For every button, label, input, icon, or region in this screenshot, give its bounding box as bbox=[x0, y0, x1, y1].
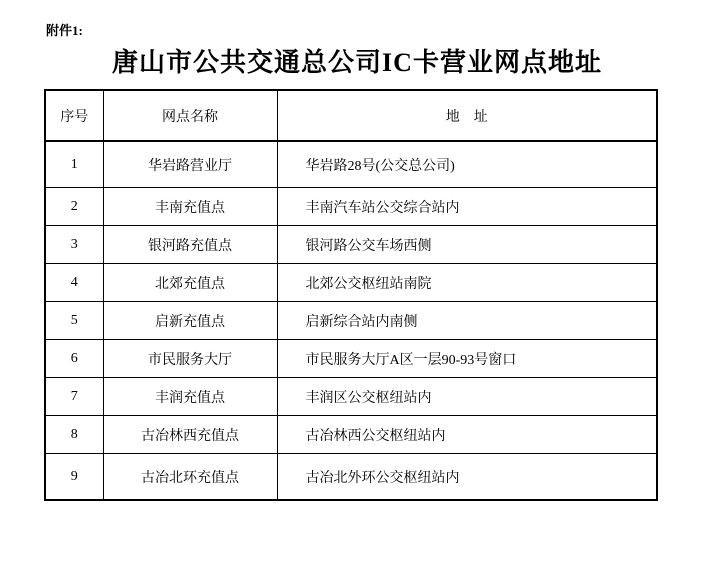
row-index-cell: 5 bbox=[45, 302, 103, 340]
outlet-address-cell: 市民服务大厅A区一层90-93号窗口 bbox=[277, 340, 657, 378]
outlet-name-cell: 古冶林西充值点 bbox=[103, 416, 277, 454]
outlet-name-cell: 北郊充值点 bbox=[103, 264, 277, 302]
column-header-index: 序号 bbox=[45, 90, 103, 141]
row-index-cell: 7 bbox=[45, 378, 103, 416]
row-index-cell: 1 bbox=[45, 141, 103, 188]
outlet-address-cell: 银河路公交车场西侧 bbox=[277, 226, 657, 264]
outlet-name-cell: 丰南充值点 bbox=[103, 188, 277, 226]
outlet-name-cell: 银河路充值点 bbox=[103, 226, 277, 264]
table-row bbox=[45, 264, 657, 302]
attachment-label: 附件1: bbox=[46, 23, 83, 38]
row-index-cell: 9 bbox=[45, 454, 103, 501]
column-header-name: 网点名称 bbox=[103, 90, 277, 141]
outlet-name-cell: 丰润充值点 bbox=[103, 378, 277, 416]
row-index-cell: 8 bbox=[45, 416, 103, 454]
table-row bbox=[45, 302, 657, 340]
table-row bbox=[45, 141, 657, 188]
table-row bbox=[45, 454, 657, 501]
table-header-row bbox=[45, 90, 657, 141]
outlet-name-cell: 启新充值点 bbox=[103, 302, 277, 340]
outlet-address-cell: 古冶林西公交枢纽站内 bbox=[277, 416, 657, 454]
table-row bbox=[45, 416, 657, 454]
outlet-address-cell: 北郊公交枢纽站南院 bbox=[277, 264, 657, 302]
page-title: 唐山市公共交通总公司IC卡营业网点地址 bbox=[112, 48, 602, 77]
table-row bbox=[45, 378, 657, 416]
row-index-cell: 3 bbox=[45, 226, 103, 264]
outlet-address-cell: 古冶北外环公交枢纽站内 bbox=[277, 454, 657, 501]
outlet-name-cell: 市民服务大厅 bbox=[103, 340, 277, 378]
outlet-address-cell: 丰润区公交枢纽站内 bbox=[277, 378, 657, 416]
outlet-name-cell: 华岩路营业厅 bbox=[103, 141, 277, 188]
outlet-address-cell: 华岩路28号(公交总公司) bbox=[277, 141, 657, 188]
outlet-name-cell: 古冶北环充值点 bbox=[103, 454, 277, 501]
table-row bbox=[45, 188, 657, 226]
table-row bbox=[45, 226, 657, 264]
outlet-address-cell: 启新综合站内南侧 bbox=[277, 302, 657, 340]
row-index-cell: 6 bbox=[45, 340, 103, 378]
table-row bbox=[45, 340, 657, 378]
row-index-cell: 2 bbox=[45, 188, 103, 226]
row-index-cell: 4 bbox=[45, 264, 103, 302]
column-header-address: 地 址 bbox=[277, 90, 657, 141]
ic-card-outlets-table bbox=[44, 89, 658, 501]
outlet-address-cell: 丰南汽车站公交综合站内 bbox=[277, 188, 657, 226]
